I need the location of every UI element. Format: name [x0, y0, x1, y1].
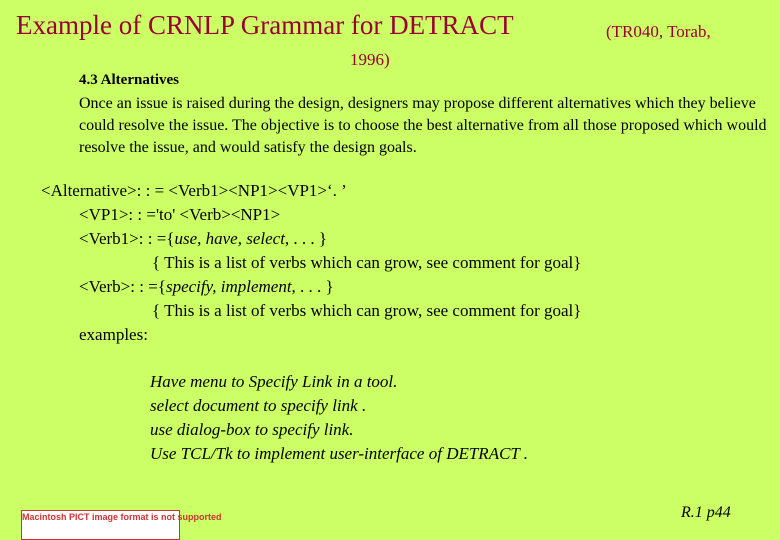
slide-title: Example of CRNLP Grammar for DETRACT — [16, 10, 514, 40]
example-line: select document to specify link . — [150, 396, 367, 415]
grammar-rule-verb — [79, 277, 334, 297]
verb-prefix: <Verb>: : ={ — [79, 277, 166, 296]
grammar-comment-verb: { This is a list of verbs which can grow, see comment for goal} — [152, 301, 582, 320]
verb-list: specify, implement — [165, 277, 292, 296]
verb-suffix: , . . . } — [291, 277, 334, 296]
title-citation-year: 1996) — [350, 50, 390, 69]
example-line: Use TCL/Tk to implement user-interface of DETRACT . — [150, 444, 529, 463]
section-heading: 4.3 Alternatives — [79, 72, 179, 88]
title-citation: (TR040, Torab, — [606, 22, 711, 41]
examples-label: examples: — [79, 325, 148, 344]
grammar-rule-verb1 — [79, 229, 327, 249]
grammar-rule-alternative: <Alternative>: : = <Verb1><NP1><VP1>‘. ’ — [41, 181, 347, 200]
verb1-suffix: , . . . } — [284, 229, 328, 248]
grammar-comment-verb1: { This is a list of verbs which can grow, see comment for goal} — [152, 253, 582, 272]
grammar-rule-vp1: <VP1>: : ='to' <Verb><NP1> — [79, 205, 281, 224]
unsupported-image-placeholder: Macintosh PICT image format is not supported — [21, 510, 180, 540]
verb1-list: use, have, select — [174, 229, 285, 248]
example-line: Have menu to Specify Link in a tool. — [150, 372, 398, 391]
example-line: use dialog-box to specify link. — [150, 420, 354, 439]
verb1-prefix: <Verb1>: : ={ — [79, 229, 175, 248]
page-reference: R.1 p44 — [681, 504, 731, 521]
section-paragraph: Once an issue is raised during the design, designers may propose different alternatives which they believe could resolve the issue. The objective is to choose the best alternative from all those proposed which would resolve the issue, and would satisfy the design goals. — [79, 95, 767, 156]
